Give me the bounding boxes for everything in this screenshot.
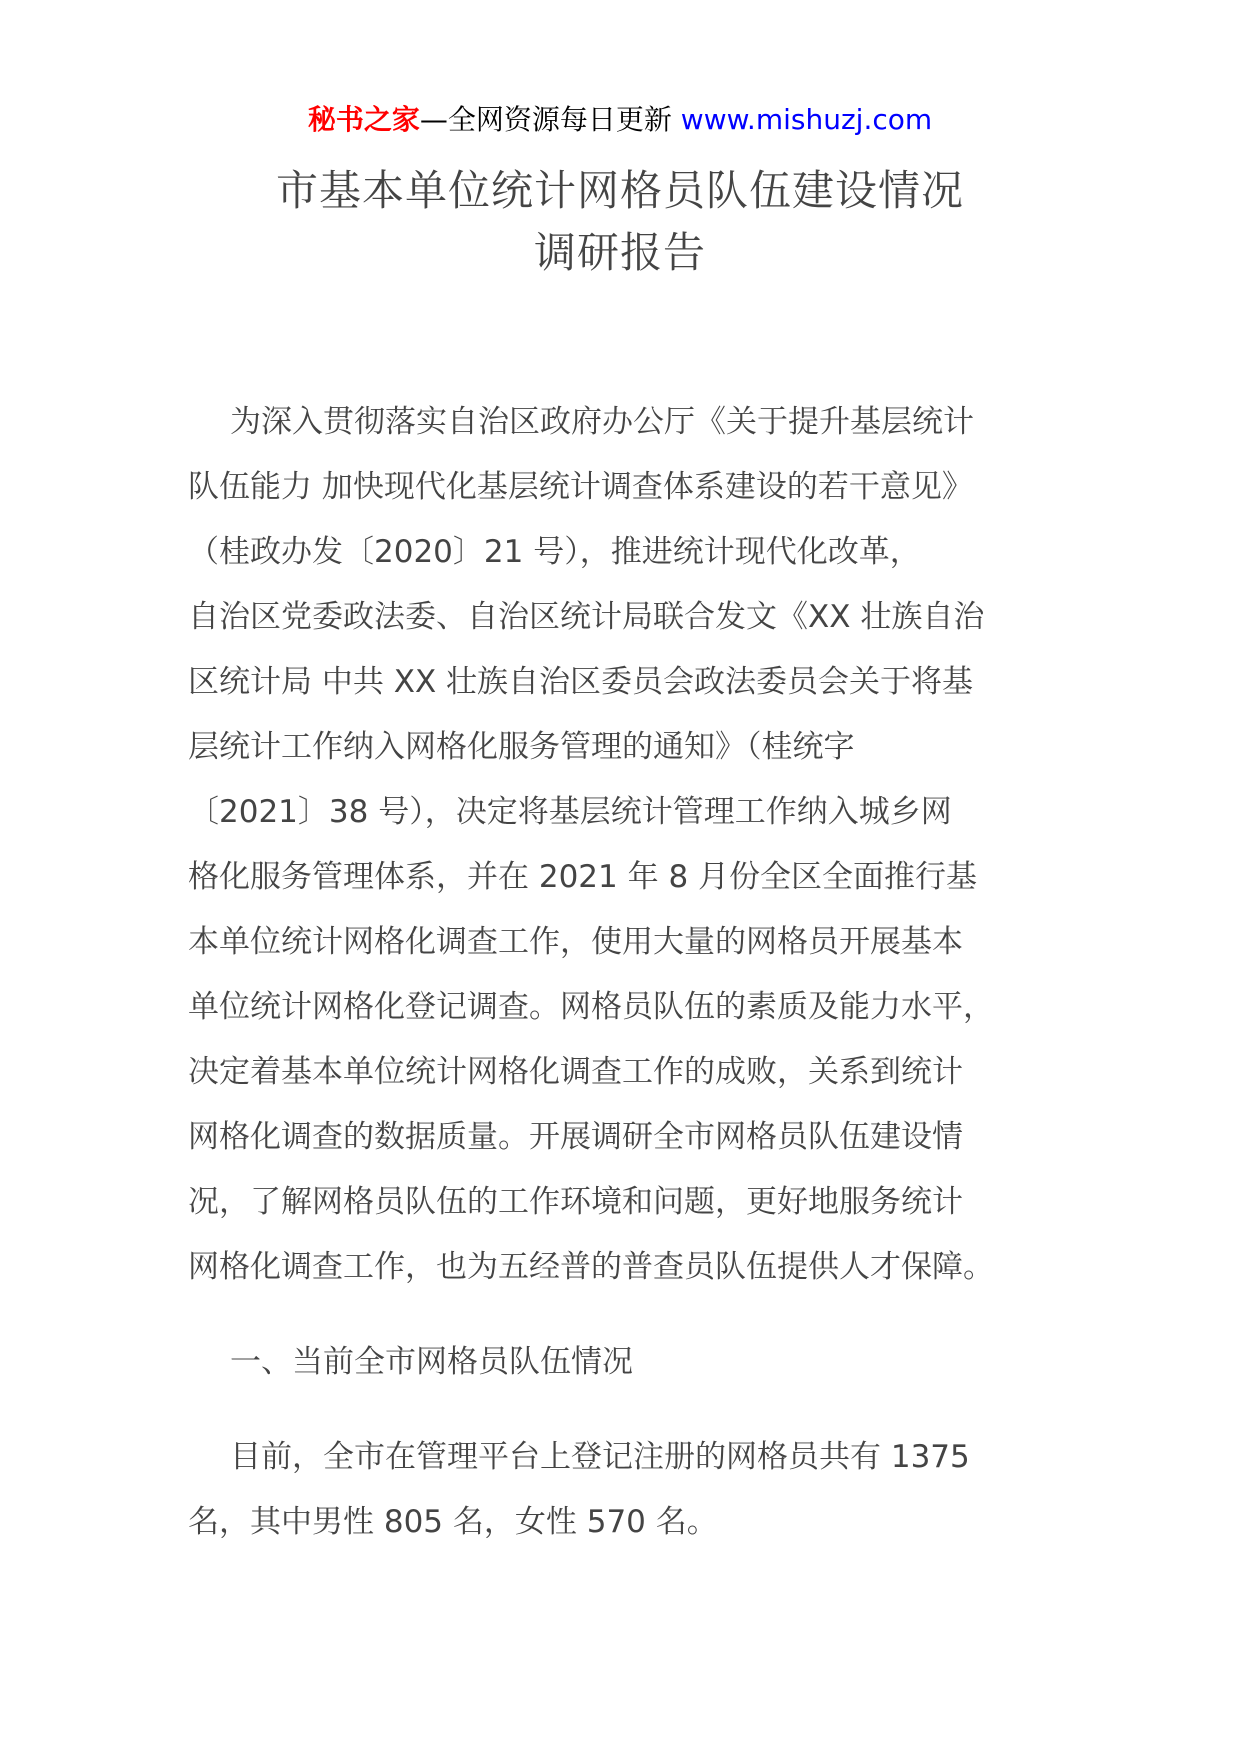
paragraph-line: 为深入贯彻落实自治区政府办公厅《关于提升基层统计: [230, 404, 974, 440]
paragraph-line: 〔2021〕38 号），决定将基层统计管理工作纳入城乡网: [188, 794, 952, 830]
paragraph-line: 层统计工作纳入网格化服务管理的通知》（桂统字: [188, 729, 855, 765]
title-line-2: 调研报告: [533, 228, 706, 277]
site-link[interactable]: www.mishuzj.com: [680, 103, 933, 136]
header-tagline: —全网资源每日更新: [419, 103, 672, 136]
paragraph-line: 目前，全市在管理平台上登记注册的网格员共有 1375: [230, 1439, 970, 1475]
title-line-1: 市基本单位统计网格员队伍建设情况: [275, 166, 964, 215]
section-heading: 一、当前全市网格员队伍情况: [230, 1344, 633, 1380]
paragraph-line: 区统计局 中共 XX 壮族自治区委员会政法委员会关于将基: [188, 664, 974, 700]
document-title: [0, 160, 1240, 284]
document-body: [188, 390, 1050, 1555]
paragraph-line: 自治区党委政法委、自治区统计局联合发文《XX 壮族自治: [188, 599, 985, 635]
paragraph-line: 单位统计网格化登记调查。网格员队伍的素质及能力水平，: [188, 989, 994, 1025]
brand-name: 秘书之家: [307, 103, 420, 136]
paragraph-line: 决定着基本单位统计网格化调查工作的成败，关系到统计: [188, 1054, 963, 1090]
paragraph-line: 本单位统计网格化调查工作，使用大量的网格员开展基本: [188, 924, 963, 960]
paragraph-line: 格化服务管理体系，并在 2021 年 8 月份全区全面推行基: [188, 859, 978, 895]
paragraph-line: （桂政办发〔2020〕21 号），推进统计现代化改革，: [188, 534, 921, 570]
paragraph-line: 队伍能力 加快现代化基层统计调查体系建设的若干意见》: [188, 469, 973, 505]
site-header: [0, 100, 1240, 140]
paragraph-line: 况，了解网格员队伍的工作环境和问题，更好地服务统计: [188, 1184, 963, 1220]
paragraph-line: 名，其中男性 805 名，女性 570 名。: [188, 1504, 718, 1540]
paragraph-line: 网格化调查工作，也为五经普的普查员队伍提供人才保障。: [188, 1249, 994, 1285]
paragraph-line: 网格化调查的数据质量。开展调研全市网格员队伍建设情: [188, 1119, 963, 1155]
